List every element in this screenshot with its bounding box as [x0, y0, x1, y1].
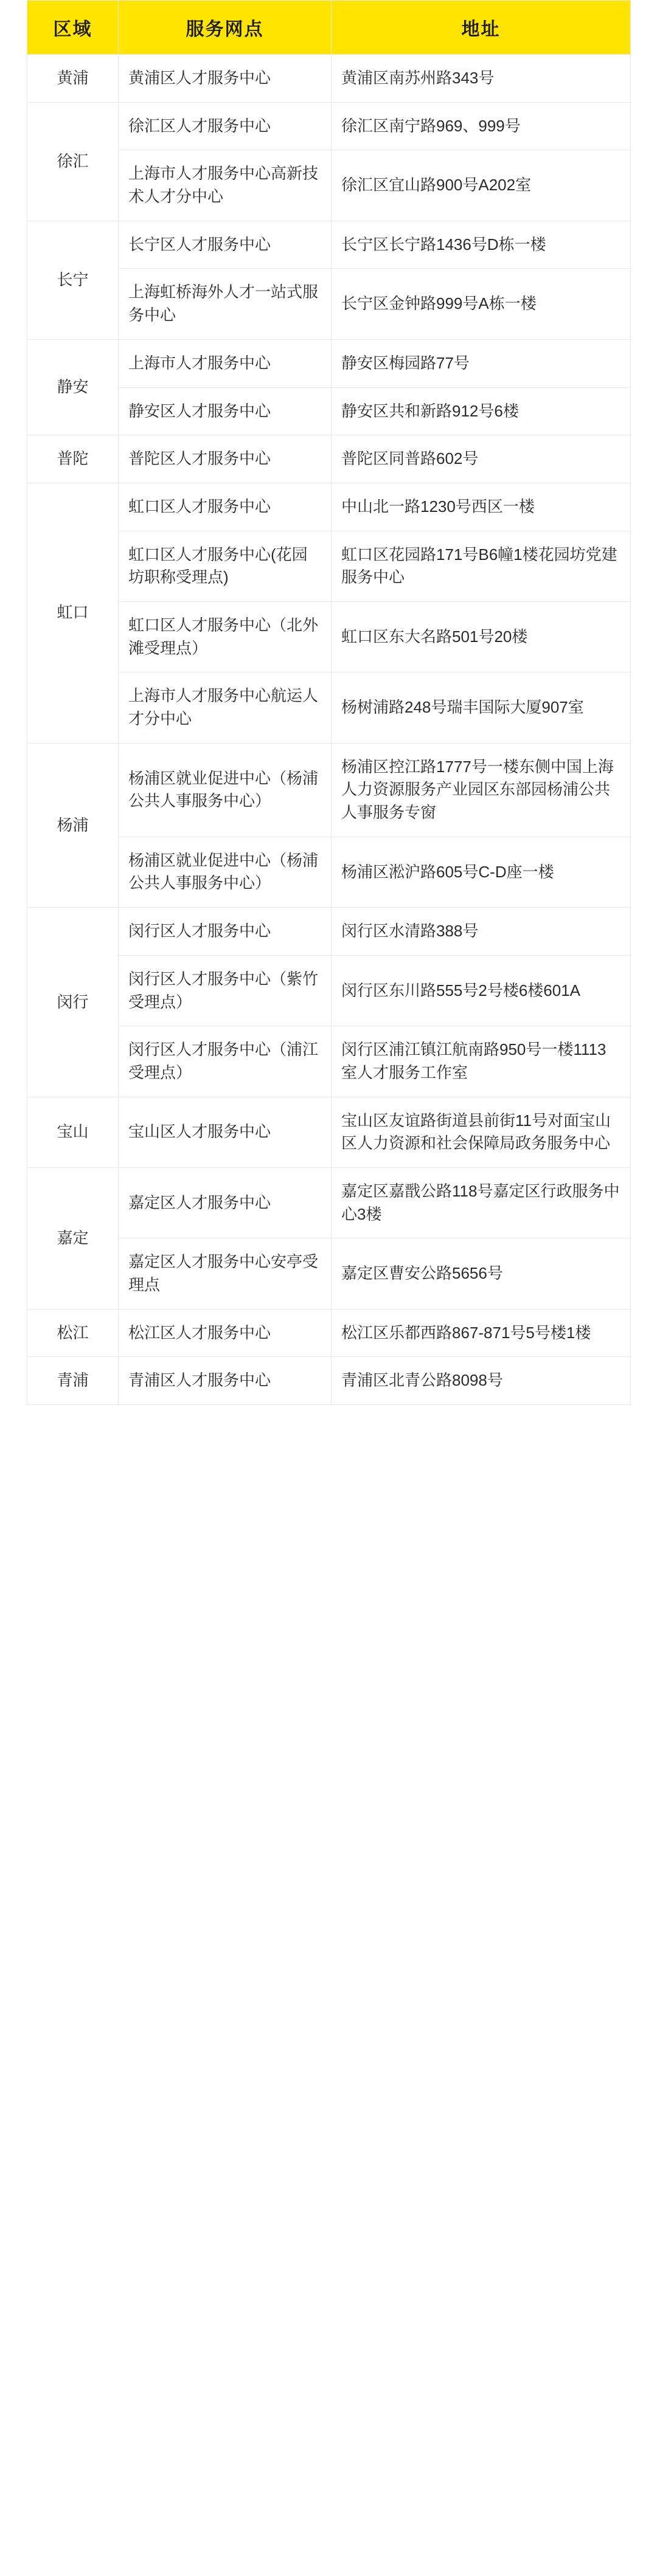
cell-region: 青浦 — [27, 1357, 119, 1405]
table-row — [27, 55, 631, 103]
cell-address: 闵行区东川路555号2号楼6楼601A — [332, 955, 631, 1026]
cell-address: 黄浦区南苏州路343号 — [332, 55, 631, 103]
cell-service-site: 长宁区人才服务中心 — [119, 221, 332, 269]
cell-address: 长宁区金钟路999号A栋一楼 — [332, 269, 631, 339]
cell-service-site: 徐汇区人才服务中心 — [119, 102, 332, 150]
cell-service-site: 虹口区人才服务中心(花园坊职称受理点) — [119, 531, 332, 601]
cell-address: 中山北一路1230号西区一楼 — [332, 483, 631, 531]
cell-service-site: 黄浦区人才服务中心 — [119, 55, 332, 103]
cell-region: 嘉定 — [27, 1167, 119, 1309]
cell-address: 徐汇区南宁路969、999号 — [332, 102, 631, 150]
cell-region: 普陀 — [27, 435, 119, 483]
cell-region: 徐汇 — [27, 102, 119, 221]
cell-address: 静安区梅园路77号 — [332, 339, 631, 387]
cell-address: 杨浦区淞沪路605号C-D座一楼 — [332, 837, 631, 907]
table-row — [27, 102, 631, 150]
table-row — [27, 1097, 631, 1167]
cell-address: 长宁区长宁路1436号D栋一楼 — [332, 221, 631, 269]
cell-service-site: 杨浦区就业促进中心（杨浦公共人事服务中心） — [119, 837, 332, 907]
cell-service-site: 闵行区人才服务中心 — [119, 908, 332, 956]
table-row — [27, 908, 631, 956]
column-header-address: 地址 — [332, 1, 631, 55]
cell-service-site: 普陀区人才服务中心 — [119, 435, 332, 483]
cell-service-site: 虹口区人才服务中心 — [119, 483, 332, 531]
cell-region: 虹口 — [27, 483, 119, 743]
cell-service-site: 嘉定区人才服务中心 — [119, 1167, 332, 1238]
cell-service-site: 嘉定区人才服务中心安亭受理点 — [119, 1238, 332, 1309]
cell-service-site: 虹口区人才服务中心（北外滩受理点） — [119, 601, 332, 672]
service-points-table — [27, 0, 631, 1405]
cell-service-site: 闵行区人才服务中心（浦江受理点） — [119, 1026, 332, 1097]
cell-service-site: 闵行区人才服务中心（紫竹受理点） — [119, 955, 332, 1026]
table-header-row — [27, 1, 631, 55]
table-row — [27, 435, 631, 483]
table-body — [27, 55, 631, 1405]
cell-address: 静安区共和新路912号6楼 — [332, 387, 631, 435]
cell-service-site: 杨浦区就业促进中心（杨浦公共人事服务中心） — [119, 743, 332, 837]
cell-service-site: 宝山区人才服务中心 — [119, 1097, 332, 1167]
cell-address: 闵行区浦江镇江航南路950号一楼1113室人才服务工作室 — [332, 1026, 631, 1097]
cell-region: 静安 — [27, 339, 119, 435]
table-row — [27, 1309, 631, 1357]
table-row — [27, 1357, 631, 1405]
cell-region: 闵行 — [27, 908, 119, 1097]
cell-address: 虹口区东大名路501号20楼 — [332, 601, 631, 672]
cell-service-site: 青浦区人才服务中心 — [119, 1357, 332, 1405]
table-row — [27, 743, 631, 837]
cell-region: 长宁 — [27, 221, 119, 339]
cell-address: 普陀区同普路602号 — [332, 435, 631, 483]
cell-service-site: 松江区人才服务中心 — [119, 1309, 332, 1357]
cell-address: 青浦区北青公路8098号 — [332, 1357, 631, 1405]
column-header-region: 区域 — [27, 1, 119, 55]
cell-address: 嘉定区嘉戬公路118号嘉定区行政服务中心3楼 — [332, 1167, 631, 1238]
cell-region: 宝山 — [27, 1097, 119, 1167]
cell-region: 杨浦 — [27, 743, 119, 907]
cell-service-site: 静安区人才服务中心 — [119, 387, 332, 435]
cell-address: 杨浦区控江路1777号一楼东侧中国上海人力资源服务产业园区东部园杨浦公共人事服务专窗 — [332, 743, 631, 837]
cell-region: 松江 — [27, 1309, 119, 1357]
cell-address: 闵行区水清路388号 — [332, 908, 631, 956]
column-header-site: 服务网点 — [119, 1, 332, 55]
cell-address: 徐汇区宜山路900号A202室 — [332, 150, 631, 221]
cell-service-site: 上海市人才服务中心 — [119, 339, 332, 387]
table-row — [27, 339, 631, 387]
cell-service-site: 上海虹桥海外人才一站式服务中心 — [119, 269, 332, 339]
cell-service-site: 上海市人才服务中心航运人才分中心 — [119, 672, 332, 743]
cell-address: 宝山区友谊路街道县前街11号对面宝山区人力资源和社会保障局政务服务中心 — [332, 1097, 631, 1167]
cell-address: 嘉定区曹安公路5656号 — [332, 1238, 631, 1309]
cell-address: 虹口区花园路171号B6幢1楼花园坊党建服务中心 — [332, 531, 631, 601]
table-row — [27, 483, 631, 531]
cell-address: 松江区乐都西路867-871号5号楼1楼 — [332, 1309, 631, 1357]
cell-region: 黄浦 — [27, 55, 119, 103]
cell-service-site: 上海市人才服务中心高新技术人才分中心 — [119, 150, 332, 221]
table-header — [27, 1, 631, 55]
table-row — [27, 1167, 631, 1238]
cell-address: 杨树浦路248号瑞丰国际大厦907室 — [332, 672, 631, 743]
table-row — [27, 221, 631, 269]
